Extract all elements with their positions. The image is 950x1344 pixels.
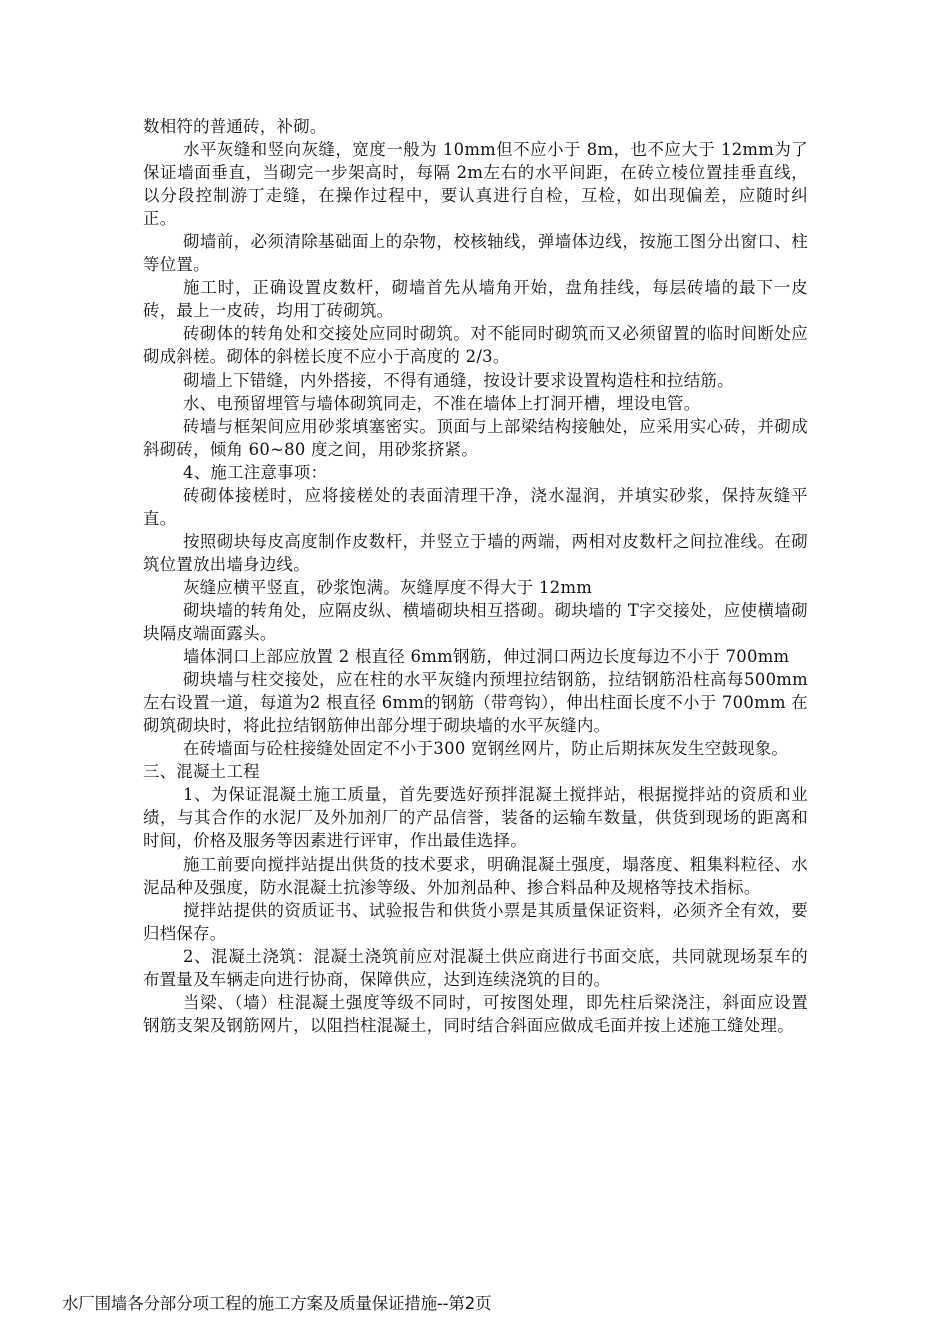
paragraph: 在砖墙面与砼柱接缝处固定不小于300 宽钢丝网片，防止后期抹灰发生空鼓现象。 — [183, 739, 789, 759]
paragraph: 1、为保证混凝土施工质量，首先要选好预拌混凝土搅拌站，根据搅拌站的资质和业绩，与其合作的水泥厂及外加剂厂的产品信誉，装备的运输车数量，供货到现场的距离和时间，价格及服务等因素进行评审，作出最佳选择。 — [143, 785, 808, 851]
paragraph: 砌墙前，必须清除基础面上的杂物，校核轴线，弹墙体边线，按施工图分出窗口、柱等位置。 — [143, 232, 808, 275]
section-heading: 三、混凝土工程 — [143, 762, 260, 782]
page-footer: 水厂围墙各分部分项工程的施工方案及质量保证措施--第2页 — [62, 1294, 492, 1313]
paragraph: 数相符的普通砖，补砌。 — [143, 117, 327, 136]
paragraph: 砖墙与框架间应用砂浆填塞密实。顶面与上部梁结构接触处，应采用实心砖，并砌成斜砌砖，倾角 60~80 度之间，用砂浆挤紧。 — [143, 416, 808, 459]
document-body — [143, 115, 808, 1037]
paragraph: 施工前要向搅拌站提出供货的技术要求，明确混凝土强度，塌落度、粗集料粒径、水泥品种及强度，防水混凝土抗渗等级、外加剂品种、掺合料品种及规格等技术指标。 — [143, 854, 808, 897]
section-heading: 4、施工注意事项： — [183, 462, 328, 482]
paragraph: 砌墙上下错缝，内外搭接，不得有通缝，按设计要求设置构造柱和拉结筋。 — [183, 370, 734, 390]
paragraph: 水、电预留埋管与墙体砌筑同走，不准在墙体上打洞开槽，埋设电管。 — [183, 393, 701, 413]
paragraph: 搅拌站提供的资质证书、试验报告和供货小票是其质量保证资料，必须齐全有效，要归档保存。 — [143, 900, 808, 943]
paragraph: 施工时，正确设置皮数杆，砌墙首先从墙角开始，盘角挂线，每层砖墙的最下一皮砖，最上一皮砖，均用丁砖砌筑。 — [143, 278, 808, 321]
paragraph: 砌块墙的转角处，应隔皮纵、横墙砌块相互搭砌。砌块墙的 T字交接处，应使横墙砌块隔皮端面露头。 — [143, 600, 808, 644]
paragraph: 2、混凝土浇筑：混凝土浇筑前应对混凝土供应商进行书面交底，共同就现场泵车的布置量及车辆走向进行协商，保障供应，达到连续浇筑的目的。 — [143, 946, 808, 989]
paragraph: 水平灰缝和竖向灰缝，宽度一般为 10mm但不应小于 8m，也不应大于 12mm为了保证墙面垂直，当砌完一步架高时，每隔 2m左右的水平间距，在砖立棱位置挂垂直线，以分段控制游丁走缝，在操作过程中，要认真进行自检，互检，如出现偏差，应随时纠正。 — [143, 140, 808, 229]
paragraph: 墙体洞口上部应放置 2 根直径 6mm钢筋，伸过洞口两边长度每边不小于 700mm — [183, 647, 790, 667]
paragraph: 砖砌体接槎时，应将接槎处的表面清理干净，浇水湿润，并填实砂浆，保持灰缝平直。 — [143, 485, 808, 528]
paragraph: 砖砌体的转角处和交接处应同时砌筑。对不能同时砌筑而又必须留置的临时间断处应砌成斜槎。砌体的斜槎长度不应小于高度的 2/3。 — [143, 324, 808, 367]
paragraph: 当梁、（墙）柱混凝土强度等级不同时，可按图处理，即先柱后梁浇注，斜面应设置钢筋支架及钢筋网片，以阻挡柱混凝土，同时结合斜面应做成毛面并按上述施工缝处理。 — [143, 992, 808, 1035]
paragraph: 灰缝应横平竖直，砂浆饱满。灰缝厚度不得大于 12mm — [183, 577, 593, 597]
paragraph: 砌块墙与柱交接处，应在柱的水平灰缝内预埋拉结钢筋，拉结钢筋沿柱高每500mm左右设置一道，每道为2 根直径 6mm的钢筋（带弯钩），伸出柱面长度不小于 700mm 在砌筑砌块时，将此拉结钢筋伸出部分埋于砌块墙的水平灰缝内。 — [143, 670, 808, 736]
paragraph: 按照砌块每皮高度制作皮数杆，并竖立于墙的两端，两相对皮数杆之间拉准线。在砌筑位置放出墙身边线。 — [143, 531, 808, 574]
